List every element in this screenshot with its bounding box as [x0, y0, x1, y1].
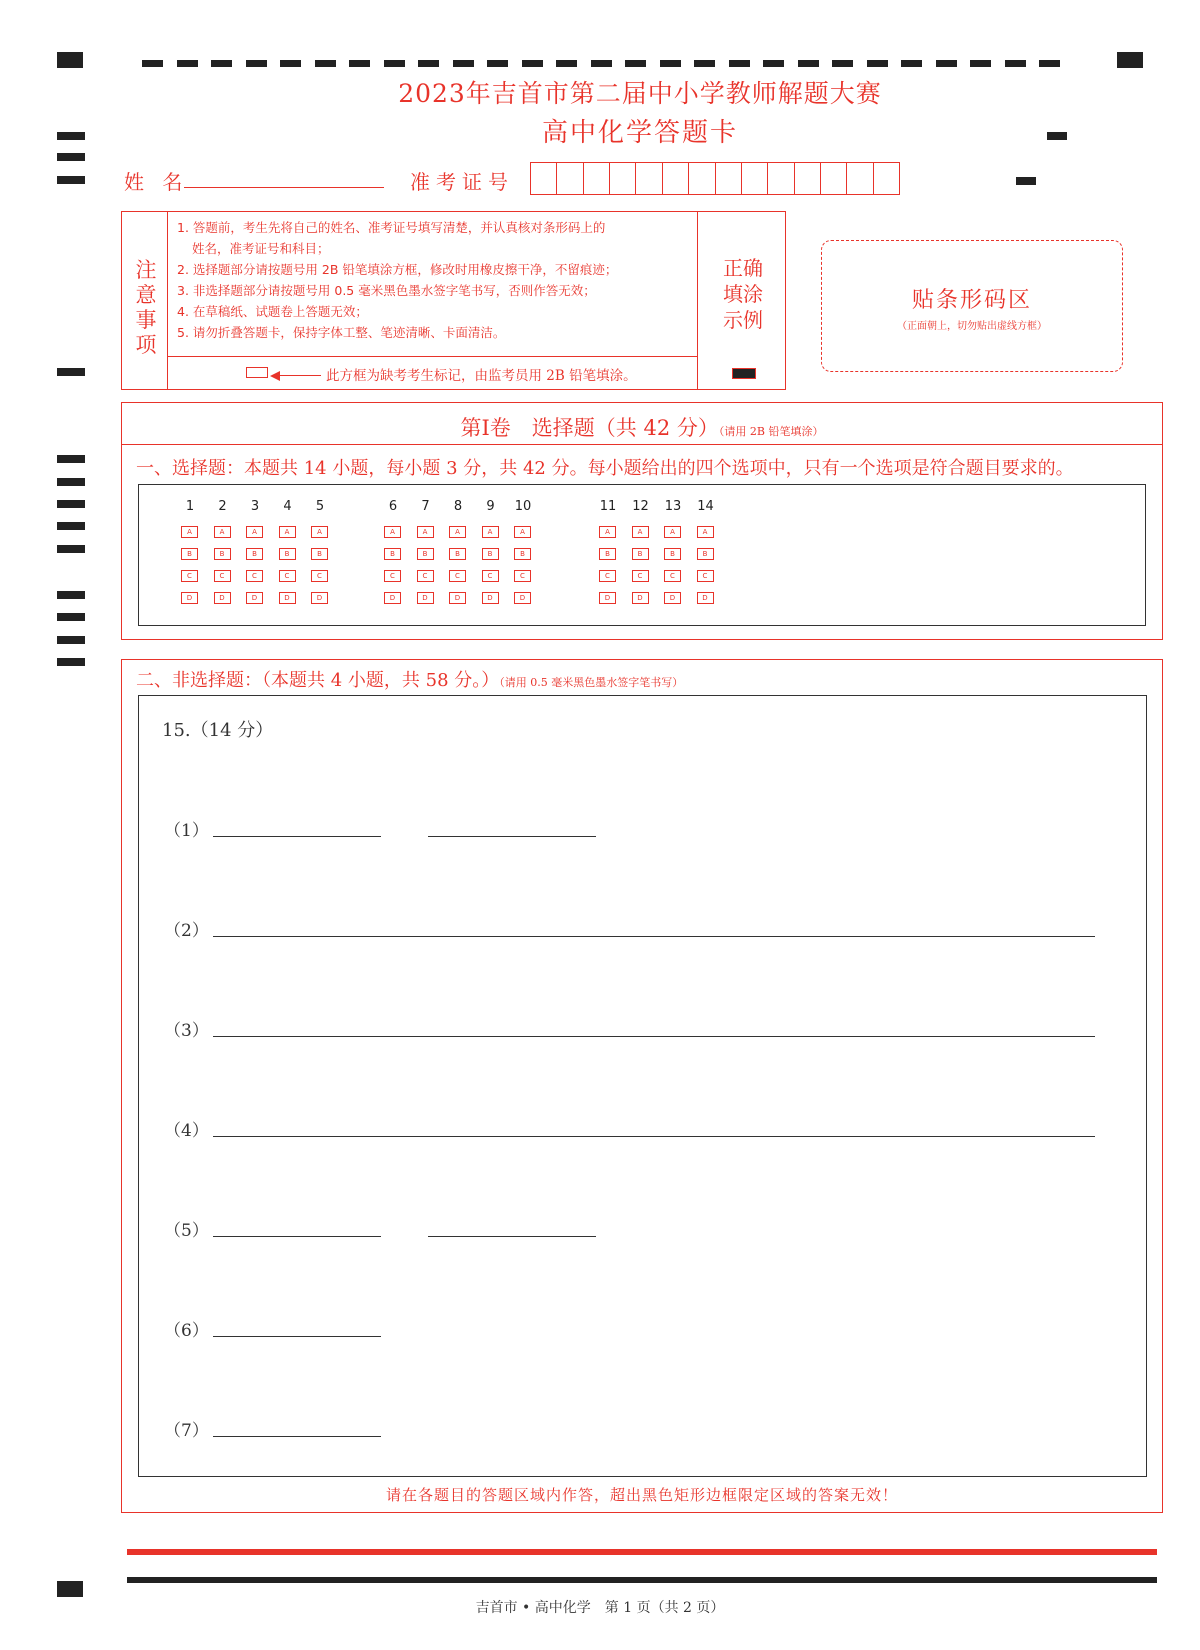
exam-id-digit-box[interactable] — [663, 163, 689, 194]
notice-list — [177, 217, 617, 343]
question-number: 13 — [664, 499, 682, 514]
name-label: 姓 名 — [124, 170, 189, 194]
answer-bubble-d[interactable]: D — [599, 592, 616, 604]
dash-mark — [798, 60, 819, 67]
answer-bubble-b[interactable]: B — [599, 548, 616, 560]
exam-id-digit-box[interactable] — [531, 163, 557, 194]
answer-bubble-b[interactable]: B — [697, 548, 714, 560]
question-number: 14 — [697, 499, 714, 514]
answer-bubble-b[interactable]: B — [246, 548, 263, 560]
notice-item: 5. 请勿折叠答题卡，保持字体工整、笔迹清晰、卡面清洁。 — [177, 325, 506, 340]
dash-mark — [211, 60, 232, 67]
exam-id-digit-box[interactable] — [557, 163, 583, 194]
dash-mark — [522, 60, 543, 67]
dash-mark — [280, 60, 301, 67]
dash-mark — [901, 60, 922, 67]
part2-title: 二、非选择题：（本题共 4 小题，共 58 分。） — [136, 670, 500, 691]
answer-bubble-d[interactable]: D — [384, 592, 401, 604]
answer-line[interactable] — [213, 1036, 1095, 1037]
exam-title: 2023年吉首市第二届中小学教师解题大赛 — [398, 79, 882, 108]
dash-mark — [936, 60, 957, 67]
absent-checkbox[interactable] — [246, 367, 268, 378]
dash-mark — [177, 60, 198, 67]
question-number: 6 — [388, 499, 398, 514]
answer-bubble-c[interactable]: C — [246, 570, 263, 582]
answer-line[interactable] — [213, 1436, 381, 1437]
exam-id-digit-box[interactable] — [716, 163, 742, 194]
dash-mark — [867, 60, 888, 67]
sub-question-label: （5） — [164, 1221, 209, 1241]
answer-bubble-b[interactable]: B — [279, 548, 296, 560]
answer-line[interactable] — [213, 1136, 1095, 1137]
question-number: 10 — [514, 499, 532, 514]
exam-id-digit-box[interactable] — [610, 163, 636, 194]
dash-mark — [418, 60, 439, 67]
question-number: 2 — [218, 499, 227, 514]
answer-bubble-a[interactable]: A — [214, 526, 231, 538]
question-number: 5 — [315, 499, 325, 514]
dash-mark — [246, 60, 267, 67]
sub-question-label: （3） — [164, 1021, 209, 1041]
notice-heading: 注 意 事 项 — [135, 258, 157, 357]
notice-item: 2. 选择题部分请按题号用 2B 铅笔填涂方框，修改时用橡皮擦干净，不留痕迹； — [177, 262, 618, 277]
arrow-left-icon — [270, 371, 280, 381]
answer-bubble-a[interactable]: A — [246, 526, 263, 538]
question-number: 15.（14 分） — [162, 720, 274, 741]
answer-bubble-c[interactable]: C — [514, 570, 531, 582]
part2-note: （请用 0.5 毫米黑色墨水签字笔书写） — [499, 676, 684, 689]
exam-id-digit-box[interactable] — [742, 163, 768, 194]
dash-mark — [763, 60, 784, 67]
answer-bubble-b[interactable]: B — [482, 548, 499, 560]
notice-item: 4. 在草稿纸、试题卷上答题无效； — [177, 304, 368, 319]
answer-bubble-c[interactable]: C — [214, 570, 231, 582]
answer-line[interactable] — [428, 1236, 596, 1237]
dash-mark — [694, 60, 715, 67]
answer-bubble-c[interactable]: C — [697, 570, 714, 582]
answer-bubble-a[interactable]: A — [181, 526, 198, 538]
exam-id-digit-box[interactable] — [689, 163, 715, 194]
exam-id-digit-box[interactable] — [847, 163, 873, 194]
answer-bubble-a[interactable]: A — [482, 526, 499, 538]
absent-note: 此方框为缺考考生标记，由监考员用 2B 铅笔填涂。 — [326, 368, 637, 384]
dash-mark — [487, 60, 508, 67]
answer-bubble-b[interactable]: B — [181, 548, 198, 560]
notice-item: 3. 非选择题部分请按题号用 0.5 毫米黑色墨水签字笔书写，否则作答无效； — [177, 283, 596, 298]
dash-mark — [660, 60, 681, 67]
part1-title: 第Ⅰ卷 选择题（共 42 分） — [460, 416, 719, 440]
filled-example-mark — [732, 368, 756, 379]
answer-bubble-d[interactable]: D — [417, 592, 434, 604]
exam-id-digit-box[interactable] — [584, 163, 610, 194]
answer-bubble-a[interactable]: A — [449, 526, 466, 538]
question-number: 1 — [185, 499, 195, 514]
dash-mark — [315, 60, 336, 67]
answer-bubble-a[interactable]: A — [311, 526, 328, 538]
answer-bubble-b[interactable]: B — [311, 548, 328, 560]
answer-bubble-b[interactable]: B — [214, 548, 231, 560]
answer-bubble-c[interactable]: C — [181, 570, 198, 582]
answer-bubble-a[interactable]: A — [599, 526, 616, 538]
answer-bubble-b[interactable]: B — [664, 548, 681, 560]
exam-id-label: 准考证号 — [410, 170, 514, 194]
answer-bubble-d[interactable]: D — [449, 592, 466, 604]
answer-line[interactable] — [213, 936, 1095, 937]
answer-bubble-d[interactable]: D — [311, 592, 328, 604]
exam-id-digit-box[interactable] — [768, 163, 794, 194]
answer-line[interactable] — [428, 836, 596, 837]
sub-question-label: （4） — [164, 1121, 209, 1141]
answer-bubble-b[interactable]: B — [514, 548, 531, 560]
answer-bubble-a[interactable]: A — [279, 526, 296, 538]
answer-bubble-d[interactable]: D — [697, 592, 714, 604]
answer-bubble-c[interactable]: C — [417, 570, 434, 582]
question-number: 8 — [453, 499, 463, 514]
dash-mark — [349, 60, 370, 67]
answer-bubble-c[interactable]: C — [449, 570, 466, 582]
notice-item: 姓名，准考证号和科目； — [192, 241, 330, 256]
question-number: 12 — [632, 499, 649, 514]
question-number: 4 — [283, 499, 292, 514]
answer-bubble-b[interactable]: B — [417, 548, 434, 560]
answer-bubble-b[interactable]: B — [384, 548, 401, 560]
answer-bubble-a[interactable]: A — [632, 526, 649, 538]
bottom-black-bar — [127, 1577, 1157, 1583]
answer-bubble-c[interactable]: C — [384, 570, 401, 582]
answer-bubble-b[interactable]: B — [632, 548, 649, 560]
answer-line[interactable] — [213, 1236, 381, 1237]
answer-bubble-d[interactable]: D — [279, 592, 296, 604]
card-title: 高中化学答题卡 — [541, 118, 738, 148]
question-number: 3 — [250, 499, 260, 514]
answer-bubble-c[interactable]: C — [279, 570, 296, 582]
exam-id-digit-box[interactable] — [821, 163, 847, 194]
exam-id-boxes[interactable] — [530, 162, 900, 195]
sub-question-label: （2） — [164, 921, 209, 941]
dash-mark — [384, 60, 405, 67]
question-number: 7 — [421, 499, 430, 514]
dash-mark — [453, 60, 474, 67]
name-field[interactable] — [184, 187, 384, 188]
barcode-hint: （正面朝上，切勿贴出虚线方框） — [897, 321, 1047, 332]
answer-bubble-c[interactable]: C — [664, 570, 681, 582]
dash-mark — [625, 60, 646, 67]
part1-instruction: 一、选择题：本题共 14 小题，每小题 3 分，共 42 分。每小题给出的四个选项中，只有一个选项是符合题目要求的。 — [136, 458, 1074, 479]
answer-line[interactable] — [213, 836, 381, 837]
answer-bubble-a[interactable]: A — [664, 526, 681, 538]
answer-bubble-b[interactable]: B — [449, 548, 466, 560]
answer-bubble-c[interactable]: C — [632, 570, 649, 582]
dash-mark — [591, 60, 612, 67]
answer-bubble-a[interactable]: A — [384, 526, 401, 538]
sub-question-label: （1） — [164, 821, 209, 841]
dash-mark — [1005, 60, 1026, 67]
bottom-red-bar — [127, 1549, 1157, 1555]
open-answer-box — [138, 695, 1147, 1477]
exam-id-digit-box[interactable] — [636, 163, 662, 194]
answer-bubble-d[interactable]: D — [246, 592, 263, 604]
answer-bubble-c[interactable]: C — [599, 570, 616, 582]
answer-bubble-d[interactable]: D — [214, 592, 231, 604]
answer-bubble-d[interactable]: D — [181, 592, 198, 604]
part1-note: （请用 2B 铅笔填涂） — [718, 425, 824, 438]
question-number: 9 — [486, 499, 495, 514]
dash-mark — [1039, 60, 1060, 67]
answer-bubble-d[interactable]: D — [482, 592, 499, 604]
sub-question-label: （6） — [164, 1321, 209, 1341]
exam-id-digit-box[interactable] — [795, 163, 821, 194]
dash-mark — [142, 60, 163, 67]
answer-bubble-a[interactable]: A — [697, 526, 714, 538]
answer-bubble-c[interactable]: C — [482, 570, 499, 582]
barcode-label: 贴条形码区 — [911, 288, 1032, 313]
answer-bubble-a[interactable]: A — [514, 526, 531, 538]
part1-heading — [121, 412, 1163, 442]
answer-bubble-c[interactable]: C — [311, 570, 328, 582]
page-footer: 吉首市 • 高中化学 第 1 页（共 2 页） — [475, 1600, 725, 1616]
sub-question-label: （7） — [164, 1421, 209, 1441]
answer-bubble-a[interactable]: A — [417, 526, 434, 538]
notice-item: 1. 答题前，考生先将自己的姓名、准考证号填写清楚，并认真核对条形码上的 — [177, 220, 606, 235]
answer-bubble-d[interactable]: D — [514, 592, 531, 604]
dash-mark — [729, 60, 750, 67]
part2-heading — [136, 666, 683, 692]
answer-line[interactable] — [213, 1336, 381, 1337]
dash-mark — [556, 60, 577, 67]
answer-area-warning: 请在各题目的答题区域内作答，超出黑色矩形边框限定区域的答案无效！ — [385, 1486, 898, 1504]
dash-mark — [970, 60, 991, 67]
answer-bubble-d[interactable]: D — [664, 592, 681, 604]
question-number: 11 — [599, 499, 617, 514]
fill-example-label: 正确 填涂 示例 — [723, 256, 763, 332]
answer-bubble-d[interactable]: D — [632, 592, 649, 604]
exam-id-digit-box[interactable] — [874, 163, 899, 194]
dash-mark — [832, 60, 853, 67]
